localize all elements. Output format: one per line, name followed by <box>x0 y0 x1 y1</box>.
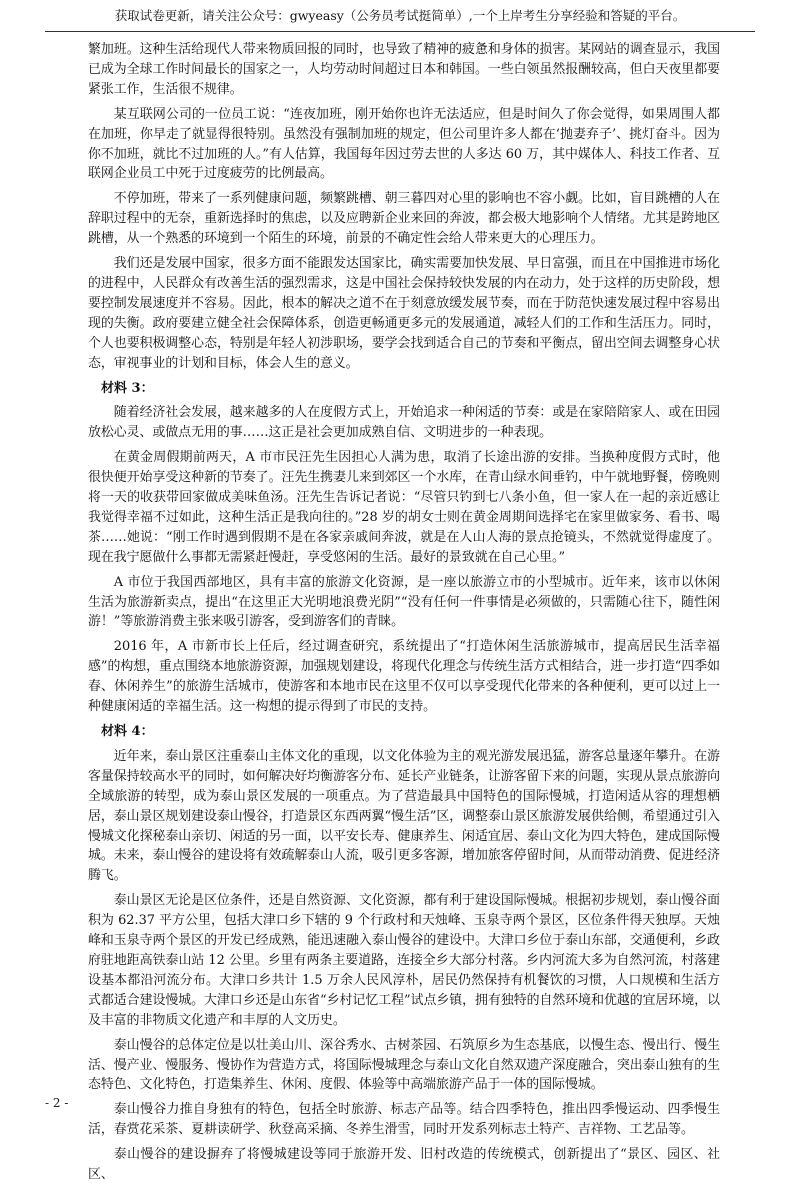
body-paragraph: 2016 年，A 市新市长上任后，经过调查研究，系统提出了“打造休闲生活旅游城市，提高居民生活幸福感”的构想，重点围绕本地旅游资源，加强规划建设，将现代化理念与传统生活方式相结合，进一步打造“四季如春、休闲养生”的旅游生活城市，使游客和本地市民在这里不仅可以享受现代化带来的各种便利，更可以过上一种健康闲适的幸福生活。这一构想的提示得到了市民的支持。 <box>88 639 720 715</box>
header-notice: 获取试卷更新，请关注公众号：gwyeasy（公务员考试挺简单）,一个上岸考生分享经验和答疑的平台。 <box>114 8 686 23</box>
body-paragraph: 泰山慢谷力推自身独有的特色，包括全时旅游、标志产品等。结合四季特色，推出四季慢运动、四季慢生活，春赏花采茶、夏耕读研学、秋登高采摘、冬养生滑雪，同时开发系列标志土特产、吉祥物、工艺品等。 <box>88 1102 720 1138</box>
body-paragraph: 泰山慢谷的建设摒弃了将慢城建设等同于旅游开发、旧村改造的传统模式，创新提出了“景区、园区、社区、 <box>88 1147 720 1183</box>
body-paragraph: 我们还是发展中国家，很多方面不能跟发达国家比，确实需要加快发展、早日富强，而且在中国推进市场化的进程中，人民群众有改善生活的强烈需求，这是中国社会保持较快发展的内在动力，处于这样的历史阶段，想要控制发展速度并不容易。因此，根本的解决之道不在于刻意放缓发展节奏，而在于防范快速发展过程中容易出现的失衡。政府要建立健全社会保障体系，创造更畅通更多元的发展通道，减轻人们的工作和生活压力。同时，个人也要积极调整心态，特别是年轻人初涉职场，要学会找到适合自己的节奏和平衡点，留出空间去调整身心状态，审视事业的计划和目标，体会人生的意义。 <box>88 256 720 371</box>
body-paragraph: 随着经济社会发展，越来越多的人在度假方式上，开始追求一种闲适的节奏：或是在家陪陪家人、或在田园放松心灵、或做点无用的事……这正是社会更加成熟自信、文明进步的一种表现。 <box>88 405 720 441</box>
section-heading: 材料 3： <box>101 380 154 396</box>
body-paragraph: A 市位于我国西部地区，具有丰富的旅游文化资源，是一座以旅游立市的小型城市。近年来，该市以休闲生活为旅游新卖点，提出“在这里正大光明地浪费光阴”“没有任何一件事情是必须做的，只需随心往下，随性闲游！”等旅游消费主张来吸引游客，受到游客们的青睐。 <box>88 574 720 630</box>
document-body <box>88 40 720 1185</box>
page-header <box>0 0 800 32</box>
body-paragraph: 某互联网公司的一位员工说：“连夜加班，刚开始你也许无法适应，但是时间久了你会觉得，如果周围人都在加班，你早走了就显得很特别。虽然没有强制加班的规定，但公司里许多人都在‘抛妻弃子’、挑灯奋斗。因为你不加班，就比不过加班的人。”有人估算，我国每年因过劳去世的人多达 60 万，其中媒体人、科技工作者、互联网企业员工中死于过度疲劳的比例最高。 <box>88 106 720 182</box>
page-number: - 2 - <box>45 1096 69 1110</box>
body-paragraph: 近年来，泰山景区注重泰山主体文化的重现，以文化体验为主的观光游发展迅猛，游客总量逐年攀升。在游客量保持较高水平的同时，如何解决好均衡游客分布、延长产业链条，让游客留下来的问题，实现从景点旅游向全域旅游的转型，成为泰山景区发展的一项重点。为了营造最具中国特色的国际慢城，打造闲适从容的理想栖居，泰山景区规划建设泰山慢谷，打造景区东西两翼“慢生活”区，调整泰山景区旅游发展供给侧，希望通过引入慢城文化探秘泰山亲切、闲适的另一面，以平安长寿、健康养生、闲适宜居、泰山文化为四大特色，建成国际慢城。未来，泰山慢谷的建设将有效疏解泰山人流，吸引更多客源，增加旅客停留时间，从而带动消费、促进经济腾飞。 <box>88 748 720 884</box>
body-paragraph: 在黄金周假期前两天，A 市市民汪先生因担心人满为患，取消了长途出游的安排。当换种度假方式时，他很快便开始享受这种新的节奏了。汪先生携妻儿来到郊区一个水库，在青山绿水间垂钓，中午就地野餐，傍晚则将一天的收获带回家做成美味鱼汤。汪先生告诉记者说：“尽管只钓到七八条小鱼，但一家人在一起的亲近感让我觉得幸福不过如此，这种生活正是我向往的。”28 岁的胡女士则在黄金周期间选择宅在家里做家务、看书、喝茶……她说：“刚工作时遇到假期不是在各家亲戚间奔波，就是在人山人海的景点抢镜头，不然就觉得虚度了。现在我宁愿做什么事都无需紧赶慢赶，享受悠闲的生活。最好的景致就在自己心里。” <box>88 450 720 565</box>
header-divider <box>45 31 755 32</box>
body-paragraph: 不停加班，带来了一系列健康问题，频繁跳槽、朝三暮四对心里的影响也不容小觑。比如，盲目跳槽的人在辞职过程中的无奈，重新选择时的焦虑，以及应聘新企业来回的奔波，都会极大地影响个人情绪。尤其是跨地区跳槽，从一个熟悉的环境到一个陌生的环境，前景的不确定性会给人带来更大的心理压力。 <box>88 191 720 247</box>
body-paragraph: 泰山慢谷的总体定位是以壮美山川、深谷秀水、古树茶园、石筑原乡为生态基底，以慢生态、慢出行、慢生活、慢产业、慢服务、慢协作为营造方式，将国际慢城理念与泰山文化自然双遗产深度融合，突出泰山独有的生态特色、文化特色，打造集养生、休闲、度假、体验等中高端旅游产品于一体的国际慢城。 <box>88 1037 720 1093</box>
body-paragraph: 泰山景区无论是区位条件，还是自然资源、文化资源，都有利于建设国际慢城。根据初步规划，泰山慢谷面积为 62.37 平方公里，包括大津口乡下辖的 9 个行政村和天烛峰、玉泉寺两个景区，区位条件得天独厚。天烛峰和玉泉寺两个景区的开发已经成熟，能迅速融入泰山慢谷的建设中。大津口乡位于泰山东部，交通便利，乡政府驻地距高铁泰山站 12 公里。乡里有两条主要道路，连接全乡大部分村落。乡内河流大多为自然河流，村落建设基本都沿河流分布。大津口乡共计 1.5 万余人民风淳朴，居民仍然保持有机餐饮的习惯，人口规模和生活方式都适合建设慢城。大津口乡还是山东省“乡村记忆工程”试点乡镇，拥有独特的自然环境和优越的宜居环境，以及丰富的非物质文化遗产和丰厚的人文历史。 <box>88 893 720 1028</box>
section-heading: 材料 4： <box>101 724 154 739</box>
body-paragraph: 繁加班。这种生活给现代人带来物质回报的同时，也导致了精神的疲惫和身体的损害。某网站的调查显示，我国已成为全球工作时间最长的国家之一，人均劳动时间超过日本和韩国。一些白领虽然报酬较高，但白天夜里都要紧张工作，生活很不规律。 <box>88 42 720 97</box>
